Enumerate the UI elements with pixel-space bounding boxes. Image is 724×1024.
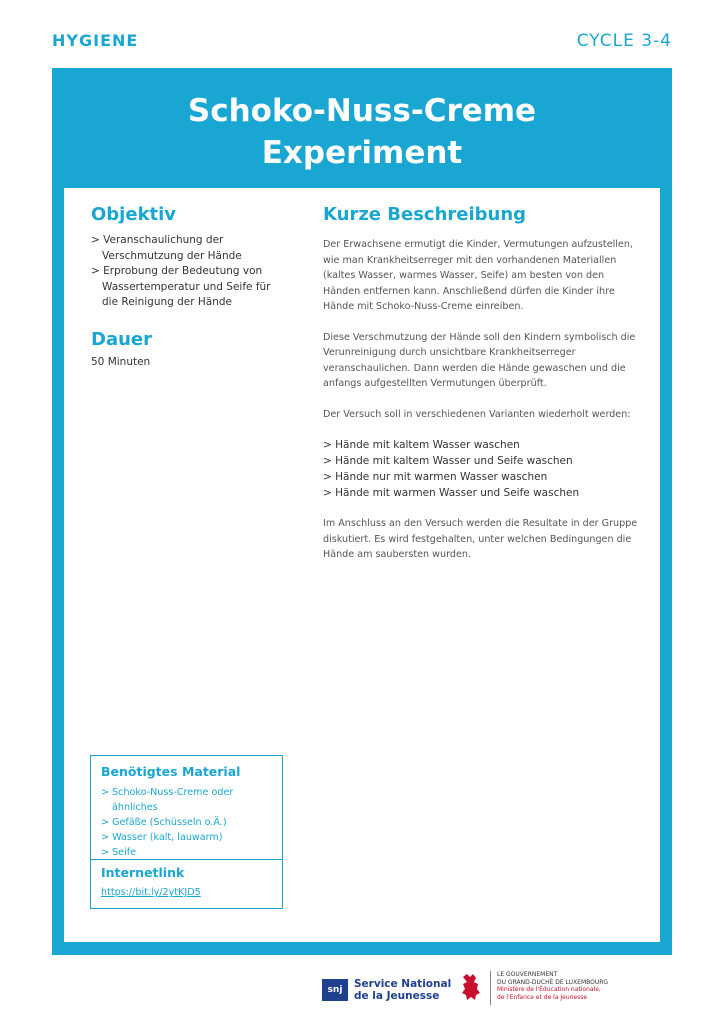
internet-link[interactable]: https://bit.ly/2ytKJD5 xyxy=(101,887,201,898)
title-line-2: Experiment xyxy=(261,135,463,171)
beschreibung-heading: Kurze Beschreibung xyxy=(323,204,527,225)
internetlink-section xyxy=(101,865,274,899)
variant-item: > Hände mit kaltem Wasser waschen xyxy=(323,437,643,453)
gov-line-2: DU GRAND-DUCHÉ DE LUXEMBOURG xyxy=(497,978,609,986)
material-item: > Wasser (kalt, lauwarm) xyxy=(101,830,274,845)
snj-logo xyxy=(322,976,451,1004)
beschreibung-paragraph-4: Im Anschluss an den Versuch werden die Resultate in der Gruppe diskutiert. Es wird festgehalten, unter welchen Bedingungen die Hände am saubersten wurden. xyxy=(323,518,638,560)
lion-icon xyxy=(458,971,484,1003)
right-column xyxy=(323,204,643,563)
government-logo xyxy=(458,971,608,1005)
gov-line-1: LE GOUVERNEMENT xyxy=(497,971,558,978)
internetlink-heading: Internetlink xyxy=(101,865,185,880)
gov-line-3: Ministère de l'Éducation nationale, xyxy=(497,986,601,993)
government-text xyxy=(497,971,608,1001)
material-section xyxy=(101,764,274,860)
logo-divider xyxy=(490,971,491,1005)
dauer-value: 50 Minuten xyxy=(91,355,151,368)
objektiv-heading: Objektiv xyxy=(91,204,177,225)
snj-logo-text xyxy=(354,978,451,1002)
left-column xyxy=(91,204,281,368)
snj-logo-mark: snj xyxy=(322,979,348,1001)
card-frame xyxy=(52,68,672,955)
material-item: > Gefäße (Schüsseln o.Ä.) xyxy=(101,815,274,830)
page-title xyxy=(52,90,672,174)
content-panel xyxy=(64,188,660,942)
snj-line-1: Service National xyxy=(354,978,452,990)
dauer-heading: Dauer xyxy=(91,328,152,350)
variant-item: > Hände mit warmen Wasser und Seife waschen xyxy=(323,485,643,501)
objektiv-item: > Erprobung der Bedeutung von Wassertemperatur und Seife für die Reinigung der Hände xyxy=(91,264,281,311)
material-item: > Seife xyxy=(101,845,274,860)
title-line-1: Schoko-Nuss-Creme xyxy=(187,93,537,129)
snj-line-2: de la Jeunesse xyxy=(354,990,440,1002)
material-item: > Schoko-Nuss-Creme oder ähnliches xyxy=(101,785,274,815)
objektiv-item: > Veranschaulichung der Verschmutzung der Hände xyxy=(91,233,281,264)
gov-line-4: de l'Enfance et de la Jeunesse xyxy=(497,993,588,1001)
objektiv-list xyxy=(91,233,281,311)
material-heading: Benötigtes Material xyxy=(101,764,241,779)
material-list xyxy=(101,785,274,860)
beschreibung-paragraph-1: Der Erwachsene ermutigt die Kinder, Vermutungen aufzustellen, wie man Krankheitserreger mit den vorhandenen Materiallen (kaltes Wasser, warmes Wasser, Seife) am besten von den Händen entfernen kann. Anschließend dürfen die Kinder ihre Hände mit Schoko-Nuss-Creme einreiben. xyxy=(323,239,633,312)
variants-list xyxy=(323,437,643,501)
variant-item: > Hände mit kaltem Wasser und Seife waschen xyxy=(323,453,643,469)
beschreibung-paragraph-3: Der Versuch soll in verschiedenen Varianten wiederholt werden: xyxy=(323,408,631,420)
beschreibung-paragraph-2: Diese Verschmutzung der Hände soll den Kindern symbolisch die Verunreinigung durch unsichtbare Krankheitserreger veranschaulichen. Dann werden die Hände gewaschen und die anfangs aufgestellten Vermutungen überprüft. xyxy=(323,331,636,389)
cycle-label: CYCLE 3-4 xyxy=(576,31,672,51)
box-divider xyxy=(91,859,282,860)
variant-item: > Hände nur mit warmen Wasser waschen xyxy=(323,469,643,485)
material-box xyxy=(90,755,283,909)
category-label: HYGIENE xyxy=(52,31,139,50)
